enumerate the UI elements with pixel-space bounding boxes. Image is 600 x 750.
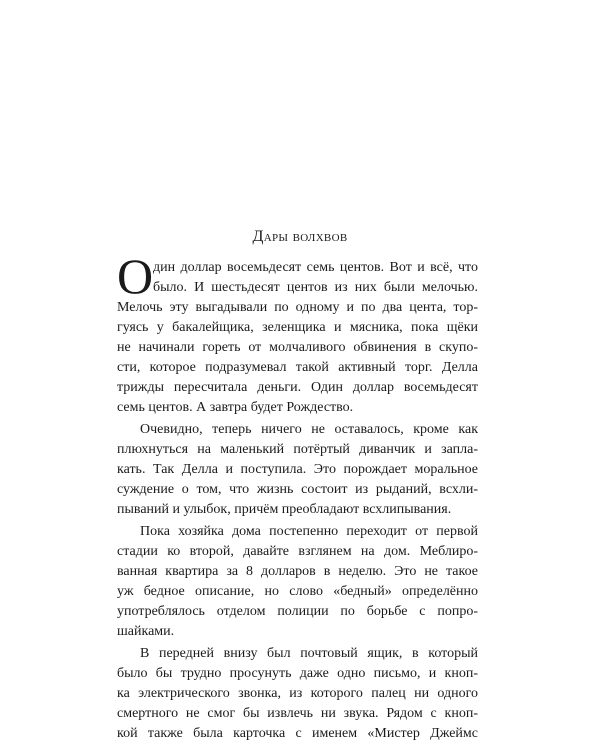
text-line: кой также была карточка с именем «Мистер Джеймс xyxy=(117,726,478,741)
text-line: пываний и улыбок, причём преобладают всхлипывания. xyxy=(117,502,452,517)
text-line: трижды пересчитала деньги. Один доллар восемьдесят xyxy=(117,380,478,395)
text-line: кать. Так Делла и поступила. Это порождает моральное xyxy=(117,462,478,477)
text-line: Пока хозяйка дома постепенно переходит от первой xyxy=(140,524,478,539)
text-line: не начинали гореть от молчаливого обвинения в скупо- xyxy=(117,340,478,355)
text-line: сти, которое подразумевал такой активный торг. Делла xyxy=(117,360,478,375)
text-line: уж бедное описание, но слово «бедный» определённо xyxy=(117,584,478,599)
text-line: дин доллар восемьдесят семь центов. Вот и всё, что xyxy=(153,260,478,275)
text-line: ванная квартира за 8 долларов в неделю. Это не такое xyxy=(117,564,478,579)
drop-cap: О xyxy=(117,248,154,304)
text-line: было бы трудно просунуть даже одно письмо, и кноп- xyxy=(117,666,478,681)
text-line: В передней внизу был почтовый ящик, в который xyxy=(140,646,478,661)
chapter-title: Дары волхвов xyxy=(252,228,348,245)
text-line: ка электрического звонка, из которого палец ни одного xyxy=(117,686,478,701)
text-line: гуясь у бакалейщика, зеленщика и мясника, пока щёки xyxy=(117,320,478,335)
text-line: Очевидно, теперь ничего не оставалось, кроме как xyxy=(140,422,478,437)
text-line: семь центов. А завтра будет Рождество. xyxy=(117,400,354,415)
text-line: суждение о том, что жизнь состоит из рыданий, всхли- xyxy=(117,482,478,497)
text-line: Мелочь эту выгадывали по одному и по два цента, тор- xyxy=(117,300,478,315)
text-line: было. И шестьдесят центов из них были мелочью. xyxy=(153,280,478,295)
text-line: стадии ко второй, давайте взглянем на дом. Меблиро- xyxy=(117,544,478,559)
text-line: смертного не смог бы извлечь ни звука. Рядом с кноп- xyxy=(117,706,478,721)
text-line: плюхнуться на маленький потёртый диванчик и запла- xyxy=(117,442,478,457)
text-line: шайками. xyxy=(117,624,175,639)
text-line: употреблялось отделом полиции по борьбе с попро- xyxy=(117,604,478,619)
